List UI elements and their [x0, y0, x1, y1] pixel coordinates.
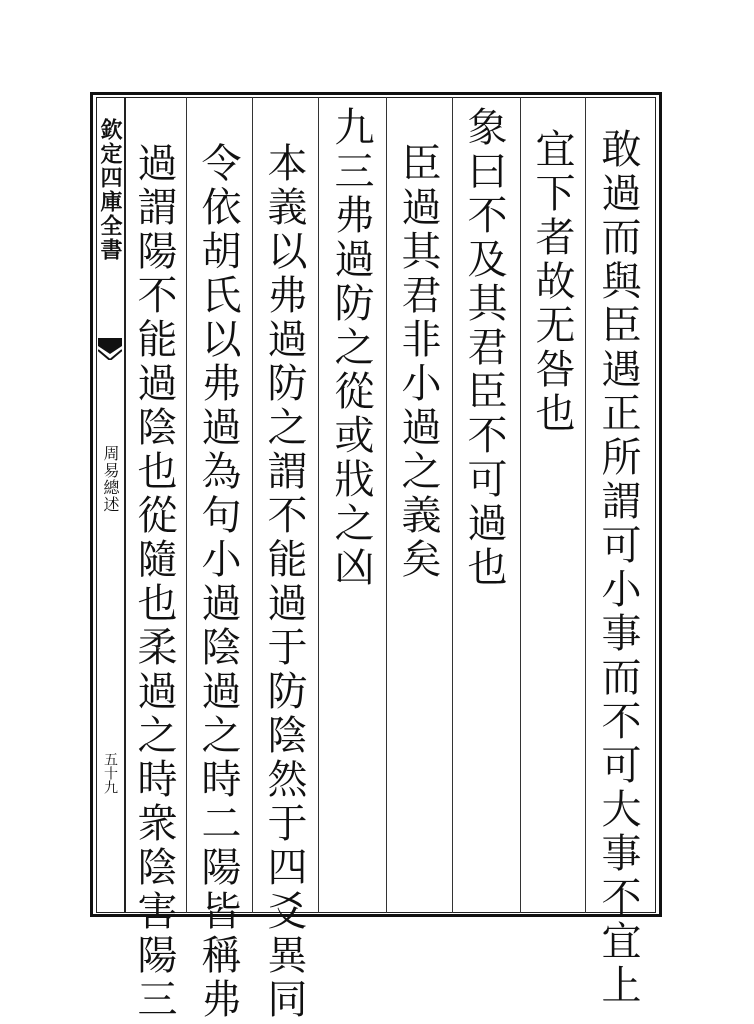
column-rule: [585, 97, 586, 913]
fish-tail-ornament: [98, 338, 122, 360]
collection-title: 欽定四庫全書: [97, 118, 123, 262]
column-rule: [452, 97, 453, 913]
text-column: 令依胡氏以弗過為句小過陰過之時二陽皆稱弗: [195, 142, 241, 1022]
text-column: 本義以弗過防之謂不能過于防陰然于四爻異同: [261, 142, 307, 1022]
book-title: 周易總述: [101, 445, 120, 513]
column-rule: [186, 97, 187, 913]
text-column: 象曰不及其君臣不可過也: [461, 106, 507, 590]
column-rule: [318, 97, 319, 913]
column-rule: [386, 97, 387, 913]
text-column: 敢過而與臣遇正所謂可小事而不可大事不宜上: [595, 128, 641, 1008]
text-column: 宜下者故无咎也: [529, 128, 575, 436]
margin-rule: [124, 97, 126, 913]
column-rule: [520, 97, 521, 913]
column-rule: [252, 97, 253, 913]
text-column: 過謂陽不能過陰也從隨也柔過之時衆陰害陽三: [131, 142, 177, 1022]
text-column: 臣過其君非小過之義矣: [395, 142, 441, 582]
page-number: 五十九: [102, 752, 118, 794]
text-column: 九三弗過防之從或戕之凶: [328, 106, 374, 590]
